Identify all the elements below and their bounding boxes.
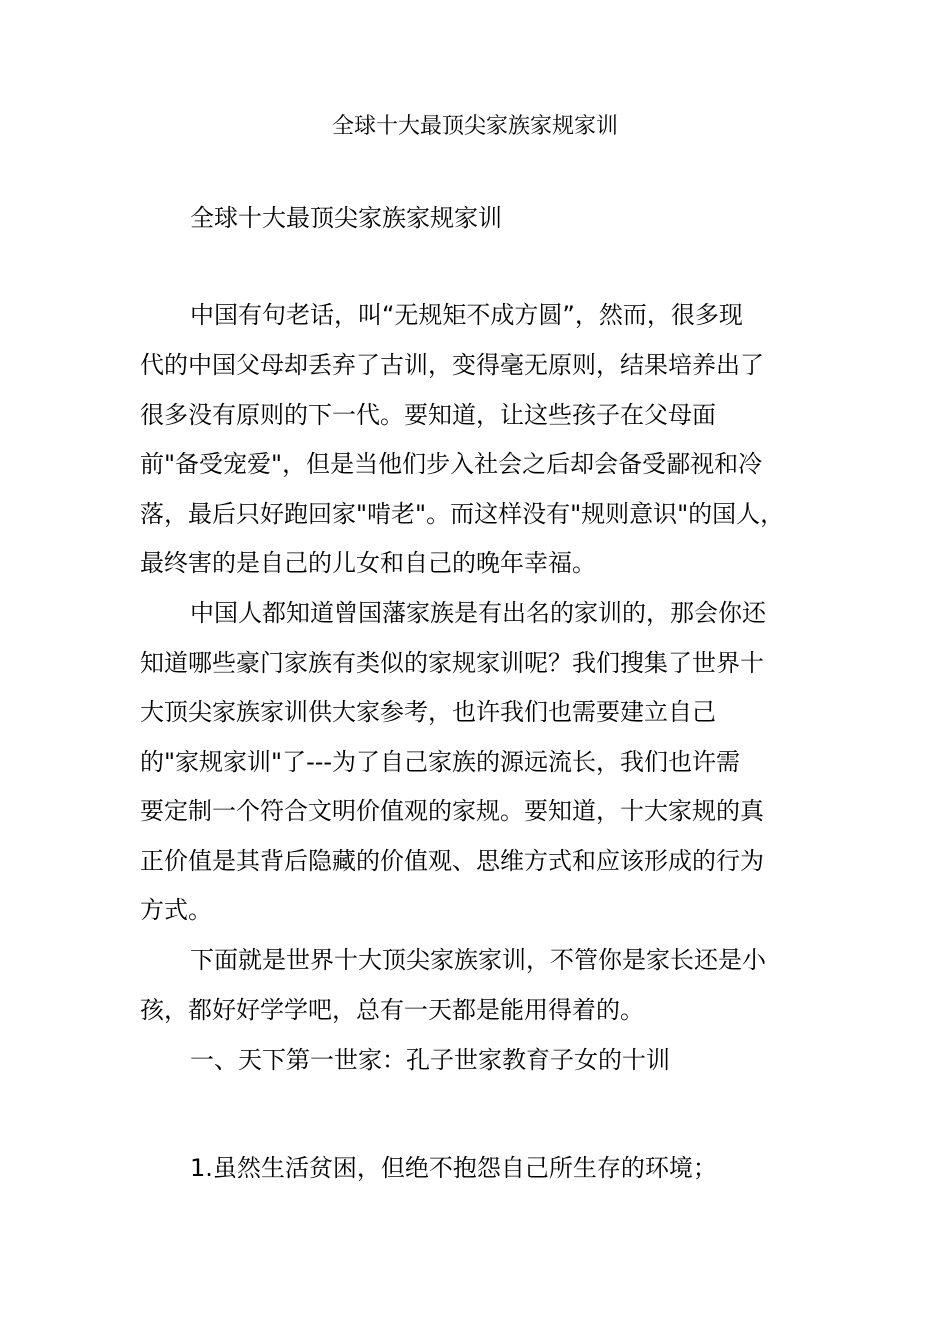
section-heading: 一、天下第一世家：孔子世家教育子女的十训 xyxy=(190,1046,670,1074)
paragraph-line: 落，最后只好跑回家"啃老"。而这样没有"规则意识"的国人， xyxy=(140,500,785,528)
paragraph-line: 最终害的是自己的儿女和自己的晚年幸福。 xyxy=(140,549,596,577)
list-item: 1.虽然生活贫困，但绝不抱怨自己所生存的环境； xyxy=(190,1154,717,1182)
paragraph-line: 下面就是世界十大顶尖家族家训，不管你是家长还是小 xyxy=(190,946,766,974)
paragraph-line: 的"家规家训"了---为了自己家族的源远流长，我们也许需 xyxy=(140,748,741,776)
paragraph-line: 大顶尖家族家训供大家参考，也许我们也需要建立自己 xyxy=(140,698,716,726)
paragraph-line: 要定制一个符合文明价值观的家规。要知道，十大家规的真 xyxy=(140,797,764,825)
paragraph-line: 正价值是其背后隐藏的价值观、思维方式和应该形成的行为 xyxy=(140,847,764,875)
paragraph-line: 中国有句老话，叫“无规矩不成方圆”，然而，很多现 xyxy=(190,301,743,329)
paragraph-line: 前"备受宠爱"，但是当他们步入社会之后却会备受鄙视和冷 xyxy=(140,450,763,478)
paragraph-line: 代的中国父母却丢弃了古训，变得毫无原则，结果培养出了 xyxy=(140,351,764,379)
paragraph-line: 很多没有原则的下一代。要知道，让这些孩子在父母面 xyxy=(140,401,716,429)
paragraph-line: 方式。 xyxy=(140,896,212,924)
paragraph-line: 知道哪些豪门家族有类似的家规家训呢？我们搜集了世界十 xyxy=(140,649,764,677)
paragraph-line: 中国人都知道曾国藩家族是有出名的家训的，那会你还 xyxy=(190,599,766,627)
paragraph-line: 孩，都好好学学吧，总有一天都是能用得着的。 xyxy=(140,996,644,1024)
document-title: 全球十大最顶尖家族家规家训 xyxy=(331,114,618,139)
document-subtitle: 全球十大最顶尖家族家规家训 xyxy=(190,204,502,232)
